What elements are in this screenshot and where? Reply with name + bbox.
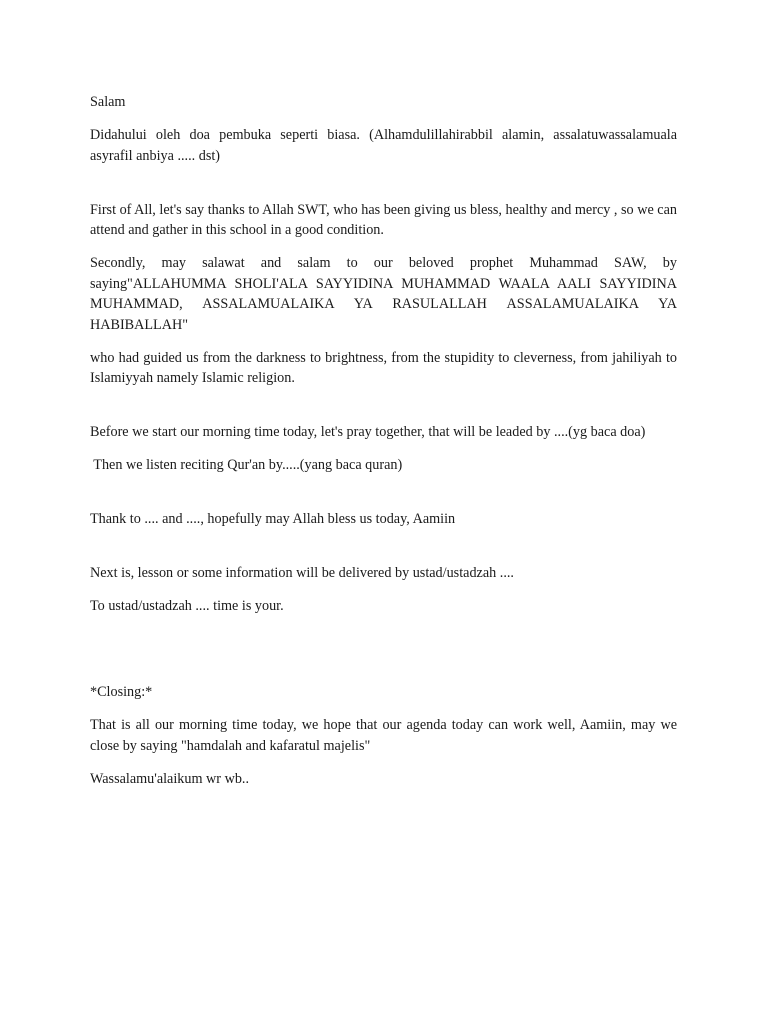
document-body [90,92,677,802]
guidance-paragraph: who had guided us from the darkness to brightness, from the stupidity to cleverness, from jahiliyah to Islamiyyah namely Islamic religion. [90,349,677,386]
spacer [90,401,677,422]
farewell-paragraph: Wassalamu'alaikum wr wb.. [90,770,250,787]
greeting-paragraph: Salam [90,94,126,110]
thank-to-paragraph: Thank to .... and ...., hopefully may Allah bless us today, Aamiin [90,511,456,527]
closing-paragraph: That is all our morning time today, we hope that our agenda today can work well, Aamiin, may we close by saying "hamdalah and kafaratul majelis" [90,717,677,754]
opening-prayer-paragraph: Didahului oleh doa pembuka seperti biasa. (Alhamdulillahirabbil alamin, assalatuwassalamuala asyrafil anbiya ..... dst) [90,127,677,164]
salawat-paragraph: Secondly, may salawat and salam to our beloved prophet Muhammad SAW, by saying"ALLAHUMMA SHOLI'ALA SAYYIDINA MUHAMMAD WAALA AALI SAYYIDINA MUHAMMAD, ASSALAMUALAIKA YA RASULALLAH ASSALAMUALAIKA YA HABIBALLAH" [90,255,677,333]
closing-heading: *Closing:* [90,684,153,700]
quran-recital-paragraph: Then we listen reciting Qur'an by.....(yang baca quran) [90,457,403,473]
time-is-yours-paragraph: To ustad/ustadzah .... time is your. [90,598,284,614]
thanks-paragraph: First of All, let's say thanks to Allah SWT, who has been giving us bless, healthy and mercy , so we can attend and gather in this school in a good condition. [90,201,677,238]
spacer [90,542,677,563]
spacer [90,629,677,682]
spacer [90,179,677,200]
pray-together-paragraph: Before we start our morning time today, let's pray together, that will be leaded by ....(yg baca doa) [90,424,646,440]
spacer [90,488,677,509]
lesson-paragraph: Next is, lesson or some information will be delivered by ustad/ustadzah .... [90,565,514,581]
